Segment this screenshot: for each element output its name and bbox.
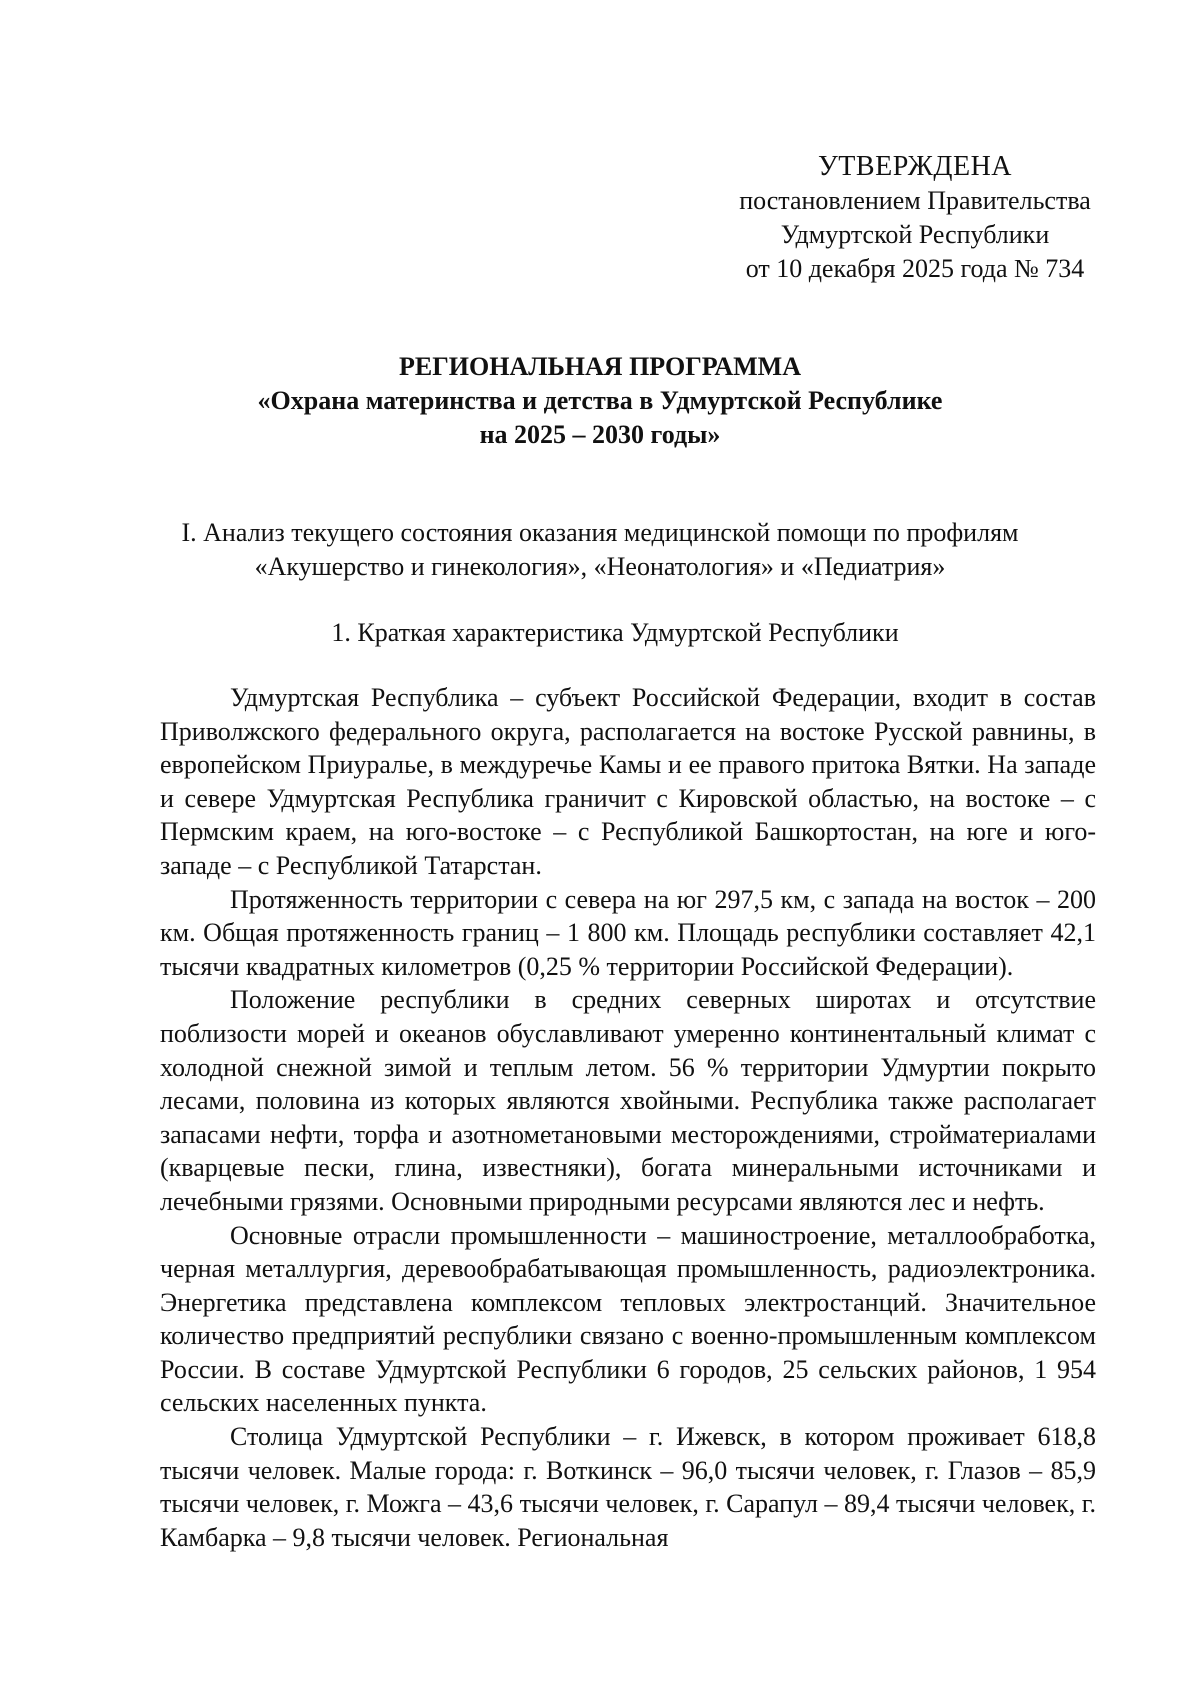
paragraph-capital: Столица Удмуртской Республики – г. Ижевск, в котором проживает 618,8 тысячи человек. Малые города: г. Воткинск – 96,0 тысячи человек, г. Глазов – 85,9 тысячи человек, г. Можга – 43,6 тысячи человек, г. Сарапул – 89,4 тысячи человек, г. Камбарка – 9,8 тысячи человек. Региональная xyxy=(160,1422,1096,1552)
approval-title: УТВЕРЖДЕНА xyxy=(817,151,1013,182)
approval-line-1: постановлением Правительства xyxy=(739,186,1091,215)
section-heading xyxy=(150,516,1050,584)
paragraph-climate: Положение республики в средних северных широтах и отсутствие поблизости морей и океанов обуславливают умеренно континентальный климат с холодной снежной зимой и теплым летом. 56 % территории Удмуртии покрыто лесами, половина из которых являются хвойными. Республика также располагает запасами нефти, торфа и азотнометановыми месторождениями, стройматериалами (кварцевые пески, глина, известняки), богата минеральными источниками и лечебными грязями. Основными природными ресурсами являются лес и нефть. xyxy=(160,985,1096,1216)
paragraph-territory: Протяженность территории с севера на юг 297,5 км, с запада на восток – 200 км. Общая протяженность границ – 1 800 км. Площадь республики составляет 42,1 тысячи квадратных километров (0,25 % территории Российской Федерации). xyxy=(160,884,1096,981)
program-title-line-3: на 2025 – 2030 годы» xyxy=(479,420,721,449)
approval-stamp xyxy=(720,150,1110,286)
paragraph-geography: Удмуртская Республика – субъект Российской Федерации, входит в состав Приволжского федерального округа, располагается на востоке Русской равнины, в европейском Приуралье, в междуречье Камы и ее правого притока Вятки. На западе и севере Удмуртская Республика граничит с Кировской областью, на востоке – с Пермским краем, на юго-востоке – с Республикой Башкортостан, на юге и юго-западе – с Республикой Татарстан. xyxy=(160,683,1096,880)
body-text xyxy=(160,681,1096,1554)
approval-line-2: Удмуртской Республики xyxy=(780,220,1050,249)
subsection-heading: 1. Краткая характеристика Удмуртской Республики xyxy=(331,618,899,647)
program-title-line-1: РЕГИОНАЛЬНАЯ ПРОГРАММА xyxy=(399,352,801,381)
program-title xyxy=(160,350,1040,452)
section-heading-line-1: I. Анализ текущего состояния оказания медицинской помощи по профилям xyxy=(181,518,1019,547)
approval-line-3: от 10 декабря 2025 года № 734 xyxy=(745,254,1085,283)
section-heading-line-2: «Акушерство и гинекология», «Неонатология» и «Педиатрия» xyxy=(254,552,946,581)
paragraph-industry: Основные отрасли промышленности – машиностроение, металлообработка, черная металлургия, деревообрабатывающая промышленность, радиоэлектроника. Энергетика представлена комплексом тепловых электростанций. Значительное количество предприятий республики связано с военно-промышленным комплексом России. В составе Удмуртской Республики 6 городов, 25 сельских районов, 1 954 сельских населенных пункта. xyxy=(160,1220,1096,1418)
program-title-line-2: «Охрана материнства и детства в Удмуртской Республике xyxy=(257,386,943,415)
